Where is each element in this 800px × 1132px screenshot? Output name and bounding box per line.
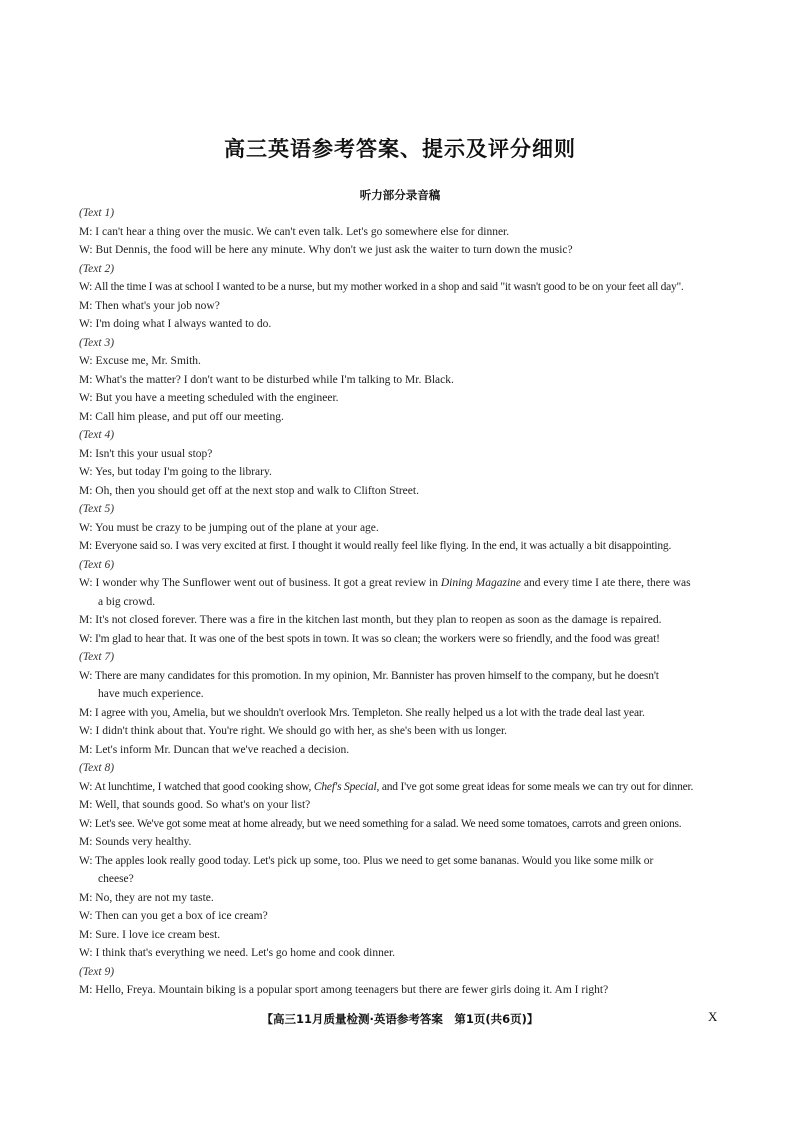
footer-mark: X xyxy=(708,1009,718,1024)
dialogue-line: M: Then what's your job now? xyxy=(79,300,220,312)
dialogue-line: M: Oh, then you should get off at the next stop and walk to Clifton Street. xyxy=(79,485,419,497)
dialogue-line: W: Let's see. We've got some meat at home already, but we need something for a salad. We need some tomatoes, carrots and green onions. xyxy=(79,818,682,830)
text-label: (Text 3) xyxy=(79,337,115,349)
dialogue-line: W: You must be crazy to be jumping out of the plane at your age. xyxy=(79,522,379,534)
text-label: (Text 8) xyxy=(79,762,115,774)
dialogue-line-continuation: cheese? xyxy=(98,873,134,885)
dialogue-line: M: Call him please, and put off our meeting. xyxy=(79,411,284,423)
page-footer: 【高三11月质量检测·英语参考答案 第1页(共6页)】 xyxy=(261,1012,539,1026)
dialogue-line: W: Excuse me, Mr. Smith. xyxy=(79,355,201,367)
line-text: W: I wonder why The Sunflower went out of business. It got a great review in xyxy=(79,577,438,589)
text-label: (Text 5) xyxy=(79,503,115,515)
dialogue-line: M: Hello, Freya. Mountain biking is a popular sport among teenagers but there are fewer girls doing it. Am I right? xyxy=(79,984,609,996)
dialogue-line: W: I'm glad to hear that. It was one of the best spots in town. It was so clean; the workers were so friendly, and the food was great! xyxy=(79,633,660,645)
dialogue-line: M: I agree with you, Amelia, but we shouldn't overlook Mrs. Templeton. She really helped us a lot with the trade deal last year. xyxy=(79,707,645,719)
line-text: , and I've got some great ideas for some meals we can try out for dinner. xyxy=(376,781,694,793)
dialogue-line-continuation: a big crowd. xyxy=(98,596,156,608)
text-label: (Text 9) xyxy=(79,966,115,978)
dialogue-line: M: Isn't this your usual stop? xyxy=(79,448,213,460)
dialogue-line: W: But you have a meeting scheduled with the engineer. xyxy=(79,392,339,404)
dialogue-line: M: Sounds very healthy. xyxy=(79,836,192,848)
dialogue-line: W: I didn't think about that. You're right. We should go with her, as she's been with us longer. xyxy=(79,725,508,737)
dialogue-line xyxy=(79,574,722,593)
dialogue-line: W: Then can you get a box of ice cream? xyxy=(79,910,268,922)
dialogue-line: M: It's not closed forever. There was a fire in the kitchen last month, but they plan to reopen as soon as the damage is repaired. xyxy=(79,614,662,626)
dialogue-line: W: The apples look really good today. Let's pick up some, too. Plus we need to get some bananas. Would you like some milk or xyxy=(79,855,654,867)
text-label: (Text 6) xyxy=(79,559,115,571)
line-text: W: At lunchtime, I watched that good cooking show, xyxy=(79,781,312,793)
dialogue-line: W: I'm doing what I always wanted to do. xyxy=(79,318,272,330)
dialogue-line: M: Sure. I love ice cream best. xyxy=(79,929,221,941)
section-subtitle: 听力部分录音稿 xyxy=(359,188,441,202)
dialogue-line xyxy=(79,778,722,797)
text-label: (Text 7) xyxy=(79,651,115,663)
dialogue-line: M: I can't hear a thing over the music. We can't even talk. Let's go somewhere else for dinner. xyxy=(79,226,510,238)
dialogue-line: M: What's the matter? I don't want to be disturbed while I'm talking to Mr. Black. xyxy=(79,374,454,386)
text-label: (Text 1) xyxy=(79,207,115,219)
show-title: Chef's Special xyxy=(313,781,377,793)
dialogue-line: W: Yes, but today I'm going to the library. xyxy=(79,466,272,478)
dialogue-line: M: Let's inform Mr. Duncan that we've reached a decision. xyxy=(79,744,350,756)
dialogue-line-continuation: have much experience. xyxy=(98,688,204,700)
dialogue-line: M: Everyone said so. I was very excited at first. I thought it would really feel like flying. In the end, it was actually a bit disappointing. xyxy=(79,540,672,552)
dialogue-line: W: There are many candidates for this promotion. In my opinion, Mr. Bannister has proven himself to the company, but he doesn't xyxy=(79,670,659,682)
dialogue-line: W: All the time I was at school I wanted to be a nurse, but my mother worked in a shop and said "it wasn't good to be on your feet all day". xyxy=(79,281,684,293)
dialogue-line: W: I think that's everything we need. Let's go home and cook dinner. xyxy=(79,947,396,959)
magazine-title: Dining Magazine xyxy=(440,577,522,589)
dialogue-line: M: Well, that sounds good. So what's on your list? xyxy=(79,799,311,811)
text-label: (Text 2) xyxy=(79,263,115,275)
dialogue-line: M: No, they are not my taste. xyxy=(79,892,214,904)
text-label: (Text 4) xyxy=(79,429,115,441)
line-text: and every time I ate there, there was xyxy=(523,577,691,589)
dialogue-line: W: But Dennis, the food will be here any minute. Why don't we just ask the waiter to turn down the music? xyxy=(79,244,573,256)
page-title: 高三英语参考答案、提示及评分细则 xyxy=(224,137,576,161)
